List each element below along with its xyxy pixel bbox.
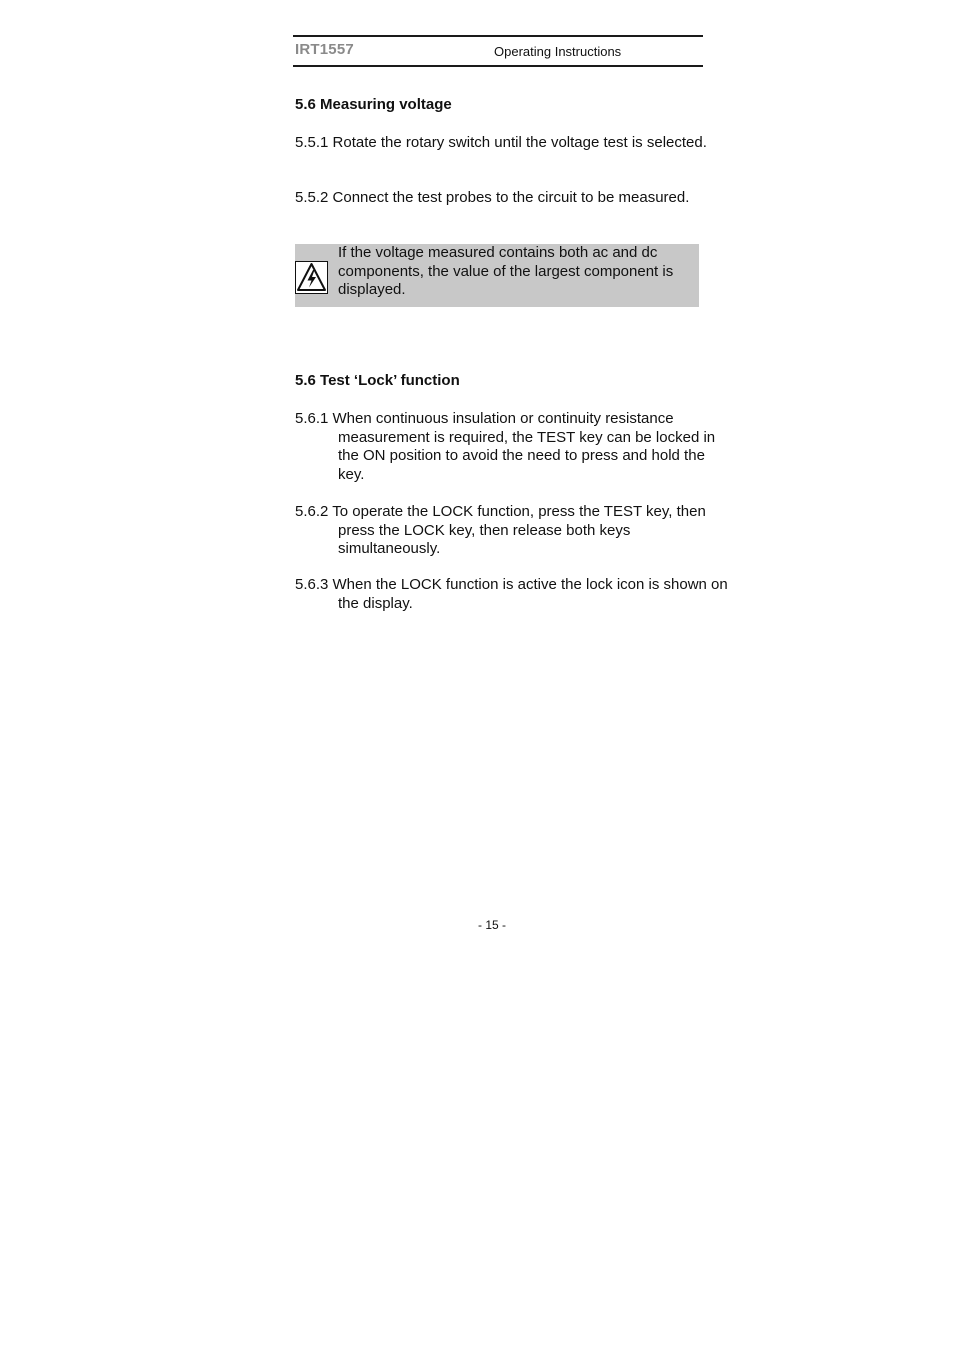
step-5-6-3: 5.6.3 When the LOCK function is active the lock icon is shown on the display. <box>295 576 728 612</box>
header-document-title: Operating Instructions <box>494 44 622 59</box>
header-bottom-rule <box>293 65 703 67</box>
step-5-6-2: 5.6.2 To operate the LOCK function, press the TEST key, then press the LOCK key, then release both keys simultaneously. <box>295 503 706 557</box>
step-5-5-2: 5.5.2 Connect the test probes to the circuit to be measured. <box>295 189 690 206</box>
header-model-name: IRT1557 <box>295 41 354 58</box>
electrical-hazard-warning-icon <box>295 261 328 294</box>
header-top-rule <box>293 35 703 37</box>
section-heading-test-lock: 5.6 Test ‘Lock’ function <box>295 372 460 389</box>
page-number: - 15 - <box>477 918 506 932</box>
step-5-5-1: 5.5.1 Rotate the rotary switch until the voltage test is selected. <box>295 134 707 151</box>
warning-note-box <box>295 244 699 307</box>
section-heading-measuring-voltage: 5.6 Measuring voltage <box>295 96 452 113</box>
warning-note-text: If the voltage measured contains both ac and dc components, the value of the largest component is displayed. <box>338 244 674 298</box>
step-5-6-1: 5.6.1 When continuous insulation or continuity resistance measurement is required, the TEST key can be locked in the ON position to avoid the need to press and hold the key. <box>295 410 716 483</box>
